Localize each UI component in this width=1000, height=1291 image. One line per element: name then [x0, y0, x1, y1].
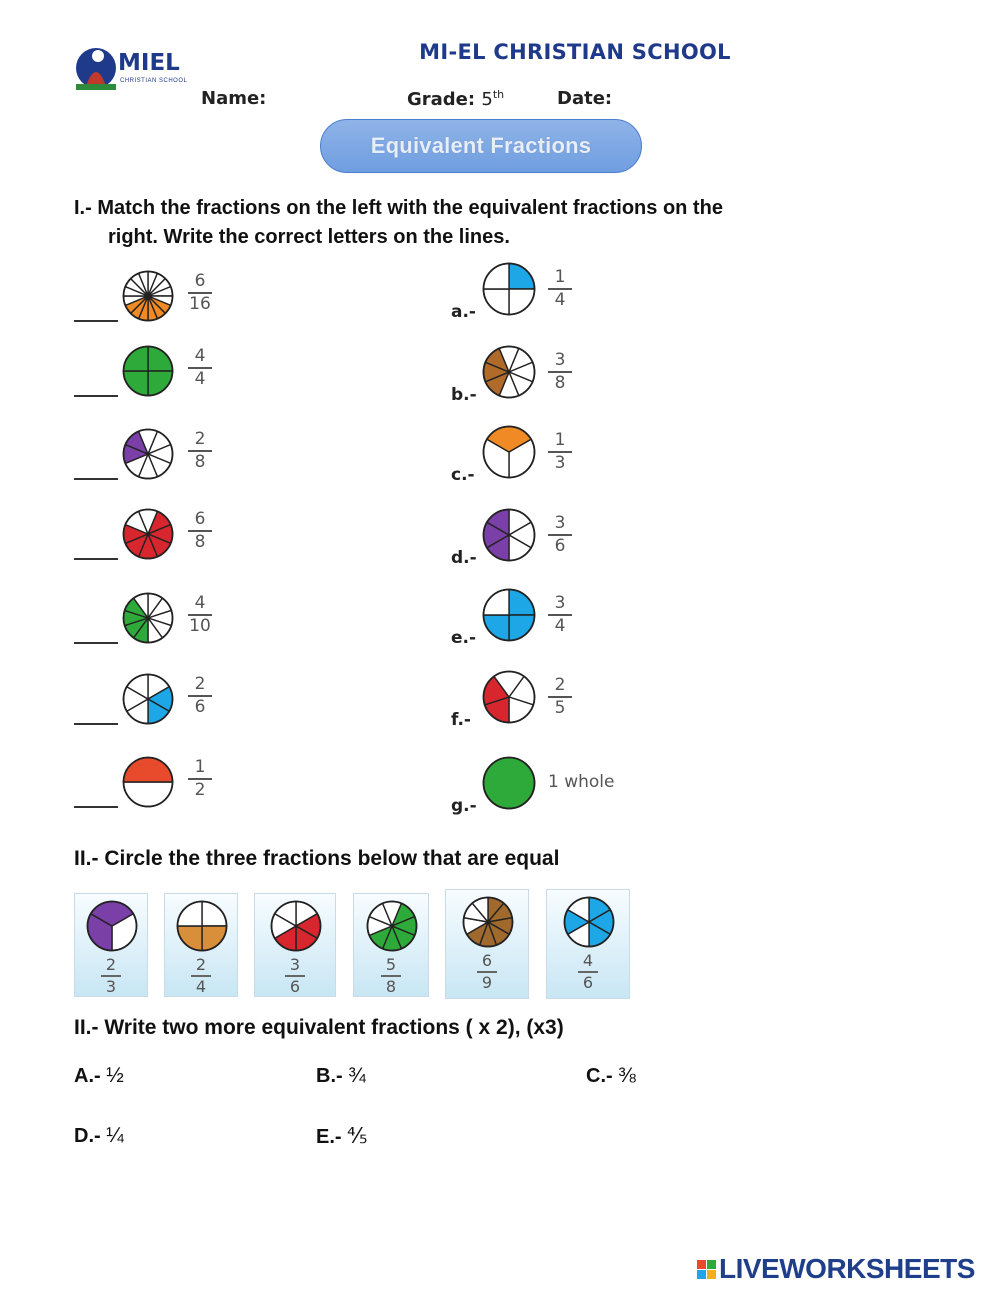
denominator: 4 — [195, 976, 207, 996]
fraction-pie-icon — [482, 756, 536, 810]
answer-item-e — [316, 1124, 367, 1149]
denominator: 3 — [554, 452, 566, 473]
option-letter: e.- — [451, 628, 477, 648]
fraction-pie-icon — [366, 900, 418, 952]
card-fraction — [446, 952, 528, 992]
page-title: Equivalent Fractions — [370, 133, 592, 158]
logo-text: MIEL — [118, 50, 180, 76]
numerator: 5 — [385, 955, 397, 974]
denominator: 3 — [105, 976, 117, 996]
right-match-row — [0, 262, 640, 322]
denominator: 2 — [194, 779, 206, 800]
answer-item-c — [586, 1064, 636, 1088]
denominator: 4 — [554, 289, 566, 310]
numerator: 1 — [194, 757, 206, 777]
answer-label: D.- — [74, 1125, 101, 1147]
fraction-label — [548, 268, 572, 310]
fraction-pie-icon — [482, 588, 536, 642]
fraction-choice-card[interactable] — [74, 893, 148, 997]
denominator: 5 — [554, 697, 566, 718]
fraction-label — [548, 431, 572, 473]
title-banner — [320, 119, 642, 173]
answer-label: A.- — [74, 1065, 101, 1087]
fraction-pie-icon — [482, 345, 536, 399]
fraction-label — [548, 594, 572, 636]
instruction-line-1: I.- Match the fractions on the left with the equivalent fractions on the — [74, 197, 723, 219]
option-letter: c.- — [451, 465, 475, 485]
denominator: 4 — [194, 368, 206, 389]
section2-title: II.- Circle the three fractions below that are equal — [74, 847, 560, 870]
grade-suffix: th — [492, 88, 505, 101]
denominator: 8 — [194, 451, 206, 472]
answer-fraction: ¾ — [348, 1064, 366, 1087]
option-letter: b.- — [451, 385, 477, 405]
right-match-row — [0, 756, 640, 816]
numerator: 1 — [554, 267, 566, 287]
answer-label: C.- — [586, 1065, 613, 1087]
school-logo — [72, 38, 192, 94]
fraction-pie-icon — [563, 896, 615, 948]
numerator: 6 — [481, 951, 493, 970]
numerator: 2 — [554, 675, 566, 695]
brand-text: LIVEWORKSHEETS — [719, 1253, 975, 1284]
fraction-choice-card[interactable] — [353, 893, 429, 997]
liveworksheets-logo-icon — [697, 1260, 716, 1279]
fraction-pie-icon — [482, 262, 536, 316]
numerator: 4 — [194, 593, 206, 613]
fraction-label — [548, 351, 572, 393]
fraction-pie-icon — [462, 896, 514, 948]
fraction-label — [548, 514, 572, 556]
answer-fraction: ⅜ — [618, 1064, 636, 1087]
numerator: 3 — [289, 955, 301, 974]
whole-label: 1 whole — [548, 772, 615, 792]
card-fraction — [75, 956, 147, 996]
fraction-pie-icon — [176, 900, 228, 952]
numerator: 4 — [194, 346, 206, 366]
answer-fraction: ⅘ — [347, 1125, 368, 1148]
logo-subtext: CHRISTIAN SCHOOL — [120, 78, 188, 84]
numerator: 2 — [194, 429, 206, 449]
numerator: 3 — [554, 350, 566, 370]
fraction-choice-card[interactable] — [164, 893, 238, 997]
right-match-row — [0, 345, 640, 405]
denominator: 6 — [554, 535, 566, 556]
numerator: 2 — [194, 674, 206, 694]
denominator: 8 — [554, 372, 566, 393]
numerator: 6 — [194, 271, 206, 291]
denominator: 8 — [194, 531, 206, 552]
denominator: 9 — [481, 972, 493, 992]
fraction-pie-icon — [482, 508, 536, 562]
numerator: 4 — [582, 951, 594, 970]
grade-value: 5 — [481, 89, 493, 110]
answer-label: B.- — [316, 1065, 343, 1087]
denominator: 16 — [189, 293, 211, 314]
answer-item-a — [74, 1064, 124, 1088]
answer-item-b — [316, 1064, 366, 1088]
numerator: 6 — [194, 509, 206, 529]
numerator: 3 — [554, 513, 566, 533]
section3-title: II.- Write two more equivalent fractions ( x 2), (x3) — [74, 1016, 564, 1039]
fraction-pie-icon — [482, 670, 536, 724]
name-label: Name: — [201, 88, 267, 109]
card-fraction — [165, 956, 237, 996]
school-name: MI-EL CHRISTIAN SCHOOL — [419, 40, 731, 64]
numerator: 2 — [105, 955, 117, 974]
right-match-row — [0, 670, 640, 730]
answer-label: E.- — [316, 1126, 342, 1148]
fraction-pie-icon — [86, 900, 138, 952]
numerator: 1 — [554, 430, 566, 450]
fraction-choice-card[interactable] — [445, 889, 529, 999]
instruction-line-2: right. Write the correct letters on the lines. — [108, 226, 510, 248]
fraction-choice-card[interactable] — [254, 893, 336, 997]
numerator: 3 — [554, 593, 566, 613]
denominator: 4 — [554, 615, 566, 636]
fraction-pie-icon — [270, 900, 322, 952]
grade-label-text: Grade: — [407, 89, 476, 110]
card-fraction — [547, 952, 629, 992]
option-letter: a.- — [451, 302, 476, 322]
date-label: Date: — [557, 88, 613, 109]
answer-fraction: ½ — [106, 1064, 124, 1087]
right-match-row — [0, 425, 640, 485]
denominator: 6 — [582, 972, 594, 992]
card-fraction — [354, 956, 428, 996]
answer-fraction: ¼ — [106, 1124, 124, 1147]
numerator: 2 — [195, 955, 207, 974]
option-letter: f.- — [451, 710, 471, 730]
fraction-label — [548, 676, 572, 718]
fraction-choice-card[interactable] — [546, 889, 630, 999]
card-fraction — [255, 956, 335, 996]
option-letter: g.- — [451, 796, 477, 816]
liveworksheets-brand — [697, 1253, 975, 1285]
denominator: 6 — [194, 696, 206, 717]
right-match-row — [0, 508, 640, 568]
section1-instructions — [74, 194, 894, 252]
option-letter: d.- — [451, 548, 477, 568]
denominator: 6 — [289, 976, 301, 996]
answer-item-d — [74, 1124, 124, 1148]
denominator: 8 — [385, 976, 397, 996]
denominator: 10 — [189, 615, 211, 636]
right-match-row — [0, 588, 640, 648]
grade-label — [407, 88, 504, 110]
fraction-pie-icon — [482, 425, 536, 479]
